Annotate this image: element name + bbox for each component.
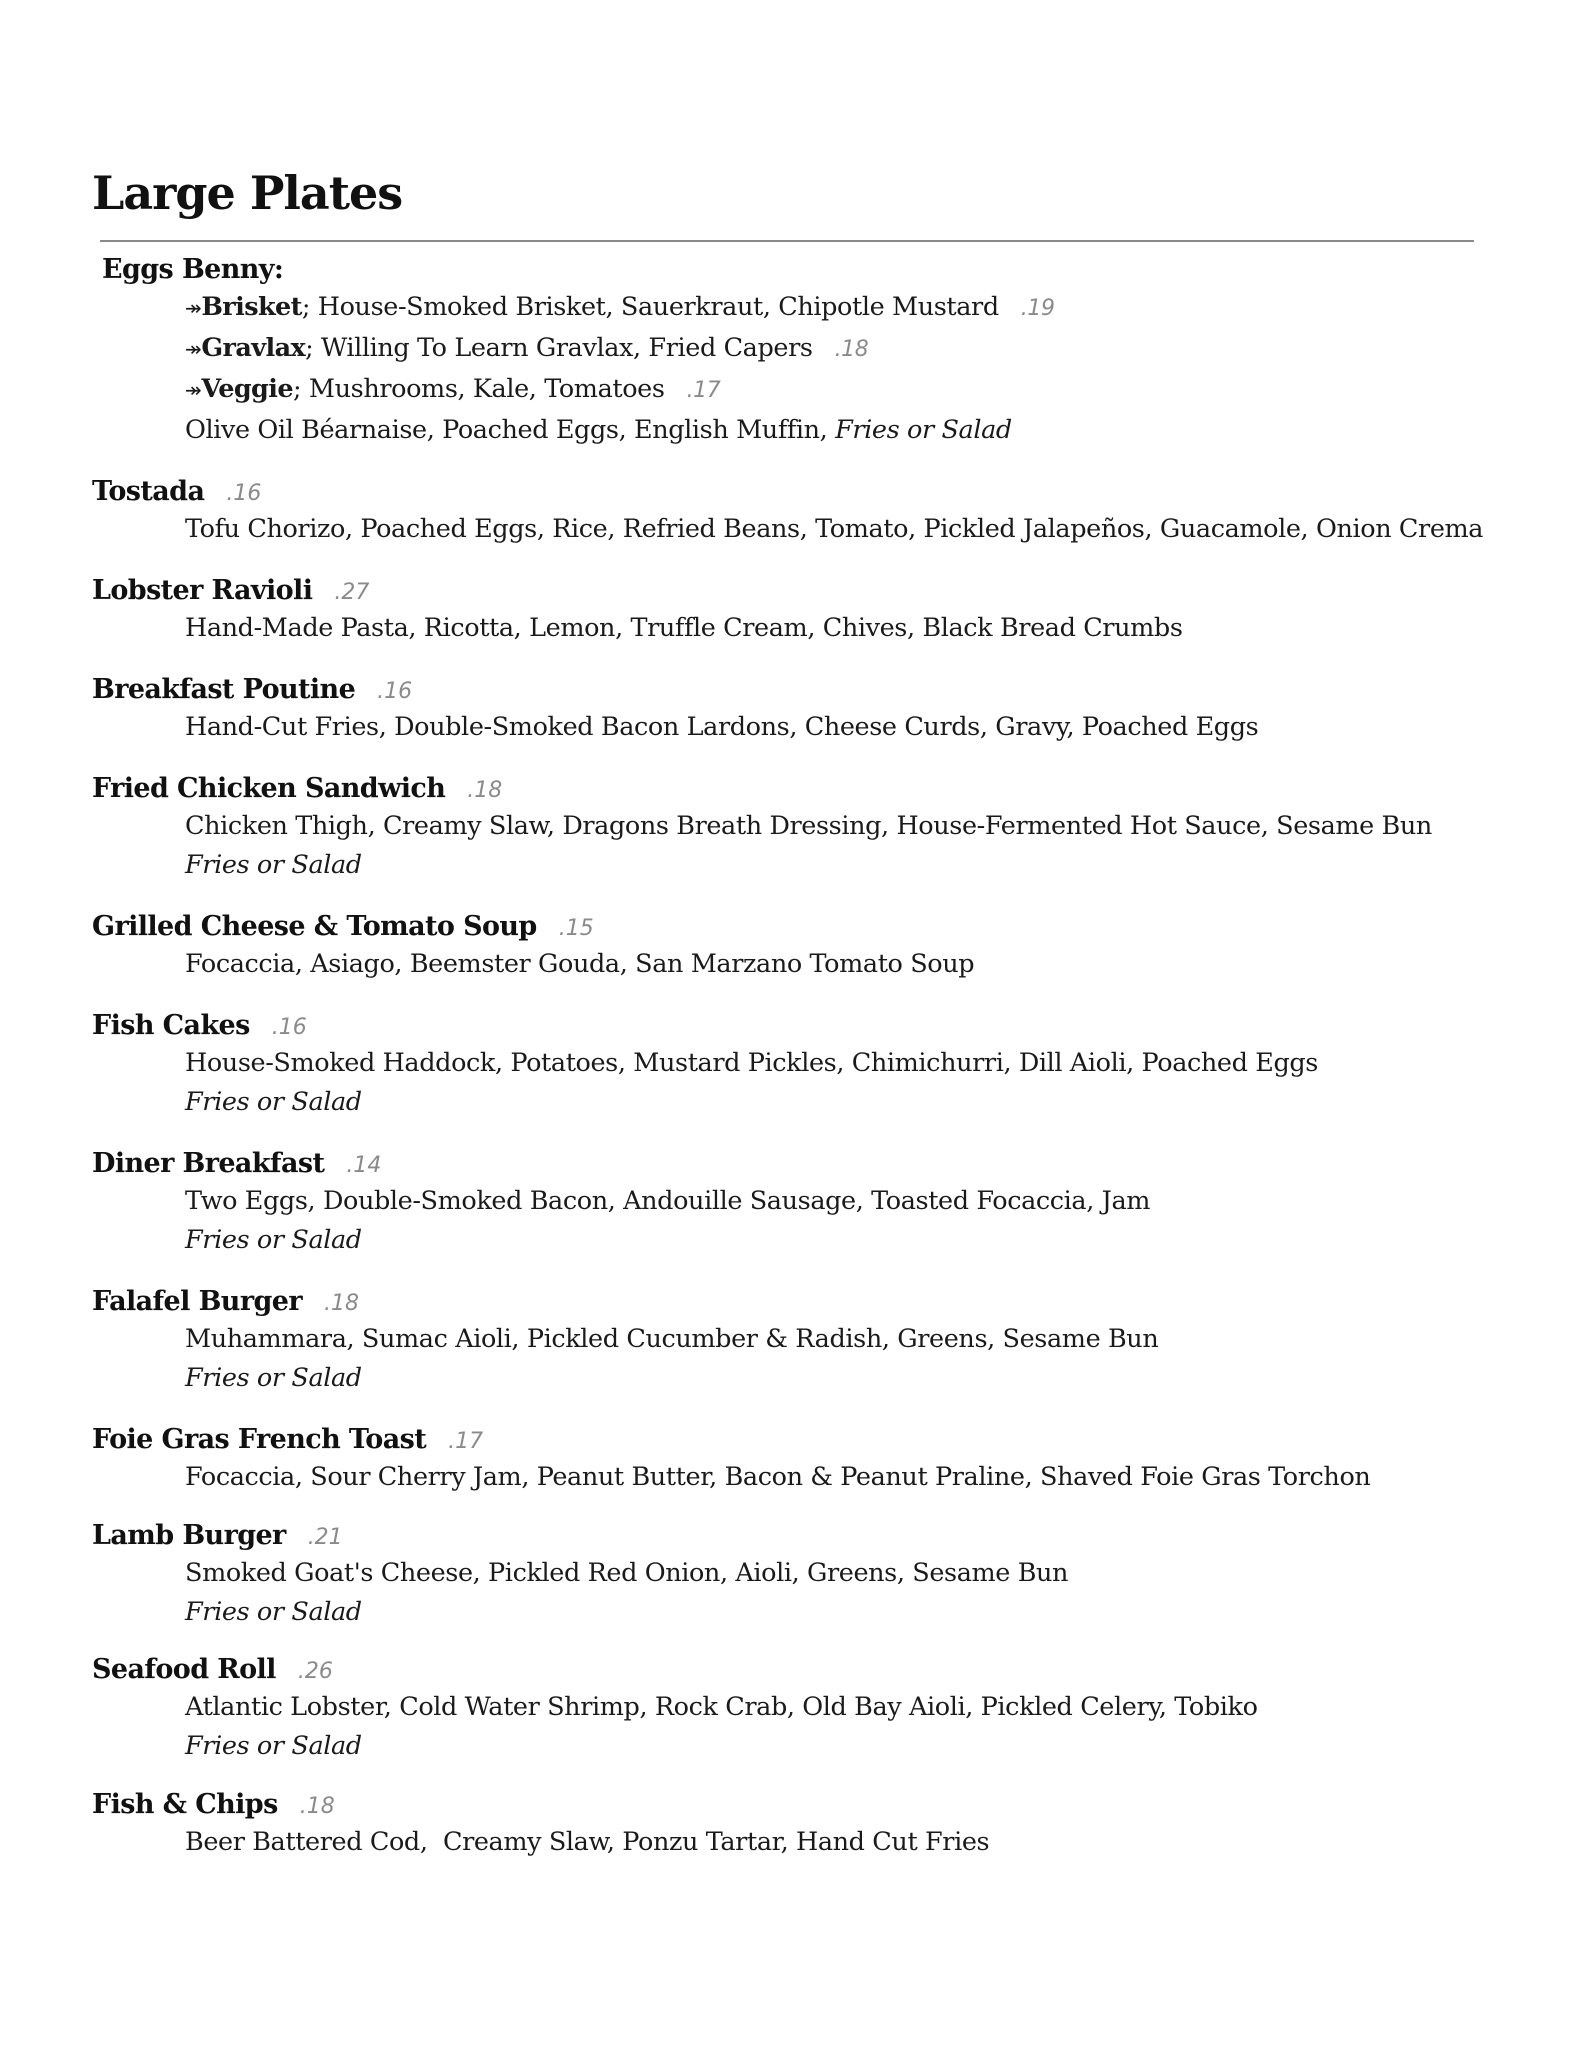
arrow-right-icon: ↠ [185,337,202,361]
item-description: Olive Oil Béarnaise, Poached Eggs, English Muffin, [185,415,836,445]
menu-item-eggs-benny [92,256,283,283]
benny-option-desc: ; Mushrooms, Kale, Tomatoes [293,374,665,404]
title-divider [100,240,1474,242]
side-note: Fries or Salad [835,415,1012,445]
item-price: .18 [299,1794,335,1819]
side-note: Fries or Salad [185,850,362,880]
menu-item-lamb-burger [92,1522,343,1549]
item-price: .14 [346,1153,382,1178]
menu-item-fish-and-chips [92,1791,335,1818]
item-name: Fish Cakes [92,1010,250,1041]
benny-option-price: .19 [1020,296,1055,321]
menu-item-breakfast-poutine [92,676,412,703]
item-name: Grilled Cheese & Tomato Soup [92,911,537,942]
item-name: Seafood Roll [92,1654,276,1685]
item-name: Fried Chicken Sandwich [92,773,446,804]
item-name: Tostada [92,476,205,507]
item-price: .26 [297,1659,333,1684]
side-note: Fries or Salad [185,1087,362,1117]
menu-item-lobster-ravioli [92,577,369,604]
item-description: Smoked Goat's Cheese, Pickled Red Onion, Aioli, Greens, Sesame Bun [185,1558,1069,1588]
benny-option-name: Brisket [201,292,302,322]
side-note: Fries or Salad [185,1597,362,1627]
benny-option-name: Gravlax [201,333,306,363]
item-price: .17 [448,1429,484,1454]
item-description: Chicken Thigh, Creamy Slaw, Dragons Breath Dressing, House-Fermented Hot Sauce, Sesame Bun [185,811,1432,841]
benny-description [185,415,1012,445]
menu-item-diner-breakfast [92,1150,381,1177]
benny-option-desc: ; House-Smoked Brisket, Sauerkraut, Chipotle Mustard [301,292,999,322]
item-description: Hand-Cut Fries, Double-Smoked Bacon Lardons, Cheese Curds, Gravy, Poached Eggs [185,712,1259,742]
item-description: Hand-Made Pasta, Ricotta, Lemon, Truffle Cream, Chives, Black Bread Crumbs [185,613,1183,643]
side-note: Fries or Salad [185,1225,362,1255]
item-price: .16 [226,481,262,506]
menu-item-fried-chicken-sandwich [92,775,502,802]
item-name: Diner Breakfast [92,1148,325,1179]
benny-option [185,333,869,363]
menu-item-grilled-cheese [92,913,594,940]
menu-item-falafel-burger [92,1288,359,1315]
item-description: Muhammara, Sumac Aioli, Pickled Cucumber & Radish, Greens, Sesame Bun [185,1324,1159,1354]
item-description: Two Eggs, Double-Smoked Bacon, Andouille Sausage, Toasted Focaccia, Jam [185,1186,1151,1216]
side-note: Fries or Salad [185,1731,362,1761]
benny-option-name: Veggie [201,374,293,404]
benny-option-price: .17 [686,378,721,403]
item-price: .21 [307,1525,343,1550]
arrow-right-icon: ↠ [185,378,202,402]
item-price: .16 [271,1015,307,1040]
item-description: Atlantic Lobster, Cold Water Shrimp, Rock Crab, Old Bay Aioli, Pickled Celery, Tobiko [185,1692,1258,1722]
item-price: .16 [377,679,413,704]
item-description: Focaccia, Asiago, Beemster Gouda, San Marzano Tomato Soup [185,949,975,979]
page-title: Large Plates [92,166,403,220]
item-price: .18 [323,1291,359,1316]
item-name: Falafel Burger [92,1286,302,1317]
benny-option-desc: ; Willing To Learn Gravlax, Fried Capers [305,333,813,363]
side-note: Fries or Salad [185,1363,362,1393]
item-price: .18 [467,778,503,803]
item-price: .27 [334,580,370,605]
menu-item-fish-cakes [92,1012,307,1039]
item-description: Focaccia, Sour Cherry Jam, Peanut Butter, Bacon & Peanut Praline, Shaved Foie Gras Torchon [185,1462,1371,1492]
item-name: Breakfast Poutine [92,674,356,705]
item-price: .15 [558,916,594,941]
menu-item-foie-gras-french-toast [92,1426,483,1453]
item-description: Beer Battered Cod, Creamy Slaw, Ponzu Tartar, Hand Cut Fries [185,1827,990,1857]
benny-option [185,292,1055,322]
item-name: Eggs Benny: [102,254,284,285]
item-name: Fish & Chips [92,1789,278,1820]
menu-item-seafood-roll [92,1656,333,1683]
item-name: Lamb Burger [92,1520,286,1551]
arrow-right-icon: ↠ [185,296,202,320]
item-description: House-Smoked Haddock, Potatoes, Mustard Pickles, Chimichurri, Dill Aioli, Poached Eggs [185,1048,1318,1078]
item-name: Foie Gras French Toast [92,1424,427,1455]
item-name: Lobster Ravioli [92,575,313,606]
benny-option-price: .18 [834,337,869,362]
benny-option [185,374,721,404]
menu-item-tostada [92,478,261,505]
item-description: Tofu Chorizo, Poached Eggs, Rice, Refried Beans, Tomato, Pickled Jalapeños, Guacamole, Onion Crema [185,514,1484,544]
